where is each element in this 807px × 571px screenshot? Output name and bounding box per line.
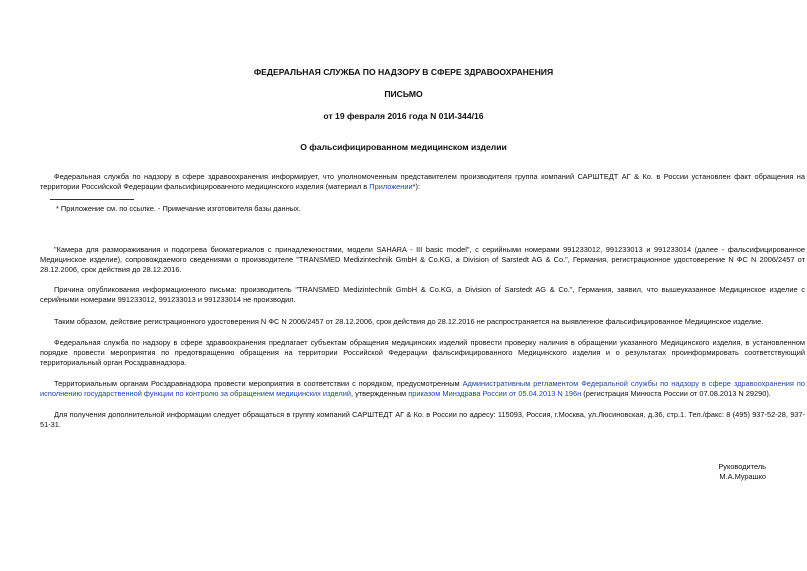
paragraph-territorial-mid: , утвержденным xyxy=(350,388,409,398)
paragraph-intro-text: Федеральная служба по надзору в сфере здравоохранения информирует, что уполномоченным представителем производителя группа компаний САРШТЕДТ АГ & Ко. в России установлен факт обращения на территории Российской Федерации фальсифицированного медицинского изделия (материал в xyxy=(40,172,805,191)
paragraph-reason: Причина опубликования информационного письма: производитель "TRANSMED Medizintechnik GmbH & Co.KG, a Division of Sarstedt AG & Co.", Германия, заявил, что вышеуказанное Медицинское изделие с серийными номерами 991233012, 991233013 и 991233014 не производил. xyxy=(40,285,805,304)
signature-title: Руководитель xyxy=(718,462,766,471)
order-link[interactable]: приказом Минздрава России от 05.04.2013 N 196н xyxy=(408,388,582,398)
regulation-link[interactable]: Административным регламентом Федеральной службы по надзору в сфере здравоохранения по исполнению государственной функции по контролю за обращением медицинских изделий xyxy=(40,379,805,398)
signature-name: М.А.Мурашко xyxy=(719,472,766,481)
date-number-heading: от 19 февраля 2016 года N 01И-344/16 xyxy=(323,111,484,121)
paragraph-conclusion: Таким образом, действие регистрационного удостоверения N ФС N 2006/2457 от 28.12.2006, срок действия до 28.12.2016 не распространяется на выявленное фальсифицированное Медицинское изделие. xyxy=(54,317,764,326)
doc-type-heading: ПИСЬМО xyxy=(384,89,423,99)
paragraph-device: "Камера для размораживания и подогрева биоматериалов с принадлежностями, модели SAHARA - III basic model", с серийными номерами 991233012, 991233013 и 991233014 (далее - фальсифицированное Медицинское изделие), сопровождаемого сведениями о производителе "TRANSMED Medizintechnik GmbH & Co.KG, a Division of Sarstedt AG & Co.", Германия, регистрационное удостоверение N ФС N 2006/2457 от 28.12.2006, срок действия до 28.12.2016. xyxy=(40,245,805,274)
appendix-link[interactable]: Приложении xyxy=(369,181,413,191)
paragraph-intro xyxy=(40,172,805,192)
paragraph-contacts: Для получения дополнительной информации следует обращаться в группу компаний САРШТЕДТ АГ & Ко. в России по адресу: 115093, Россия, г.Москва, ул.Люсиновская, д.36, стр.1. Тел./факс: 8 (495) 937-52-28, 937-51-31. xyxy=(40,410,805,429)
footnote-divider xyxy=(50,199,134,200)
paragraph-proposal: Федеральная служба по надзору в сфере здравоохранения предлагает субъектам обращения медицинских изделий провести проверку наличия в обращении указанного Медицинского изделия, в установленном порядке провести мероприятия по предотвращению обращения на территории Российской Федерации фальсифицированного Медицинского изделия и о результатах проинформировать соответствующий территориальный орган Росздравнадзора. xyxy=(40,338,805,367)
paragraph-territorial-tail: (регистрация Минюста России от 07.08.2013 N 29290). xyxy=(581,388,771,398)
paragraph-intro-tail: *): xyxy=(412,181,421,191)
footnote: * Приложение см. по ссылке. - Примечание изготовителя базы данных. xyxy=(56,204,301,213)
agency-heading: ФЕДЕРАЛЬНАЯ СЛУЖБА ПО НАДЗОРУ В СФЕРЕ ЗДРАВООХРАНЕНИЯ xyxy=(253,67,554,77)
subject-heading: О фальсифицированном медицинском изделии xyxy=(300,142,507,152)
paragraph-territorial xyxy=(40,379,805,399)
paragraph-territorial-text: Территориальным органам Росздравнадзора провести мероприятия в соответствии с порядком, предусмотренным xyxy=(54,379,463,388)
